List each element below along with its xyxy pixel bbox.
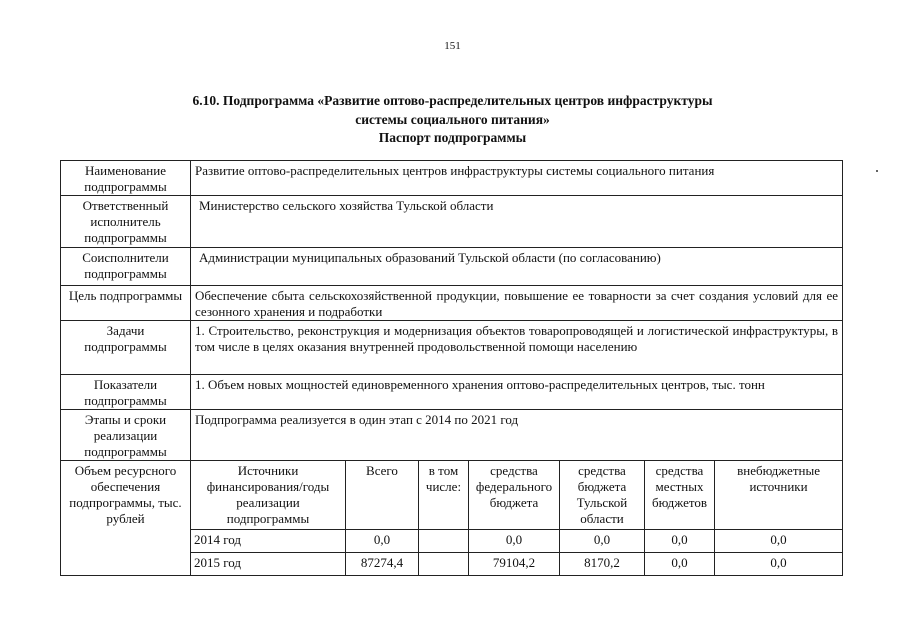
scan-speck xyxy=(876,170,878,172)
subprogram-heading: 6.10. Подпрограмма «Развитие оптово-распределительных центров инфраструктуры xyxy=(192,93,713,108)
funding-cell-federal: 79104,2 xyxy=(469,553,560,576)
row-label-goal: Цель подпрограммы xyxy=(61,286,191,321)
funding-header-regional: средства бюджета Тульской области xyxy=(560,461,645,530)
funding-cell-total: 0,0 xyxy=(346,530,419,553)
passport-row-name xyxy=(61,161,843,196)
funding-header-total: Всего xyxy=(346,461,419,530)
row-value-indicators: 1. Объем новых мощностей единовременного хранения оптово-распределительных центров, тыс. тонн xyxy=(191,375,843,410)
row-label-indicators: Показатели подпрограммы xyxy=(61,375,191,410)
row-value-name: Развитие оптово-распределительных центров инфраструктуры системы социального питания xyxy=(191,161,843,196)
row-value-responsible: Министерство сельского хозяйства Тульской области xyxy=(191,196,843,248)
row-label-responsible: Ответственный исполнитель подпрограммы xyxy=(61,196,191,248)
funding-cell-year: 2014 год xyxy=(191,530,346,553)
row-value-tasks: 1. Строительство, реконструкция и модернизация объектов товаропроводящей и логистической инфраструктуры, в том числе в целях оказания внутренней продовольственной помощи населению xyxy=(191,321,843,375)
funding-cell-federal: 0,0 xyxy=(469,530,560,553)
funding-cell-regional: 8170,2 xyxy=(560,553,645,576)
subprogram-heading-continued: системы социального питания» xyxy=(355,112,550,127)
row-label-coexecutors: Соисполнители подпрограммы xyxy=(61,248,191,286)
funding-cell-year: 2015 год xyxy=(191,553,346,576)
passport-row-goal xyxy=(61,286,843,321)
row-label-tasks: Задачи подпрограммы xyxy=(61,321,191,375)
funding-header-row xyxy=(61,461,843,530)
passport-row-indicators xyxy=(61,375,843,410)
funding-cell-regional: 0,0 xyxy=(560,530,645,553)
funding-header-extrabudgetary: внебюджетные источники xyxy=(715,461,843,530)
funding-header-federal: средства федерального бюджета xyxy=(469,461,560,530)
row-value-goal: Обеспечение сбыта сельскохозяйственной продукции, повышение ее товарности за счет создания условий для ее сезонного хранения и подработки xyxy=(191,286,843,321)
funding-cell-local: 0,0 xyxy=(645,530,715,553)
passport-row-tasks xyxy=(61,321,843,375)
funding-cell-extrabudgetary: 0,0 xyxy=(715,530,843,553)
row-label-funding: Объем ресурсного обеспечения подпрограммы, тыс. рублей xyxy=(61,461,191,576)
row-value-coexecutors: Администрации муниципальных образований Тульской области (по согласованию) xyxy=(191,248,843,286)
row-value-stages: Подпрограмма реализуется в один этап с 2014 по 2021 год xyxy=(191,410,843,461)
funding-header-local: средства местных бюджетов xyxy=(645,461,715,530)
passport-row-stages xyxy=(61,410,843,461)
passport-table xyxy=(60,160,843,576)
funding-cell-extrabudgetary: 0,0 xyxy=(715,553,843,576)
passport-row-coexecutors xyxy=(61,248,843,286)
funding-cell-local: 0,0 xyxy=(645,553,715,576)
row-label-name: Наименование подпрограммы xyxy=(61,161,191,196)
funding-header-including: в том числе: xyxy=(419,461,469,530)
funding-cell-total: 87274,4 xyxy=(346,553,419,576)
funding-header-sources: Источники финансирования/годы реализации подпрограммы xyxy=(191,461,346,530)
page-number: 151 xyxy=(444,40,461,52)
passport-title: Паспорт подпрограммы xyxy=(378,130,527,145)
passport-row-responsible xyxy=(61,196,843,248)
funding-cell-including xyxy=(419,553,469,576)
row-label-stages: Этапы и сроки реализации подпрограммы xyxy=(61,410,191,461)
funding-cell-including xyxy=(419,530,469,553)
